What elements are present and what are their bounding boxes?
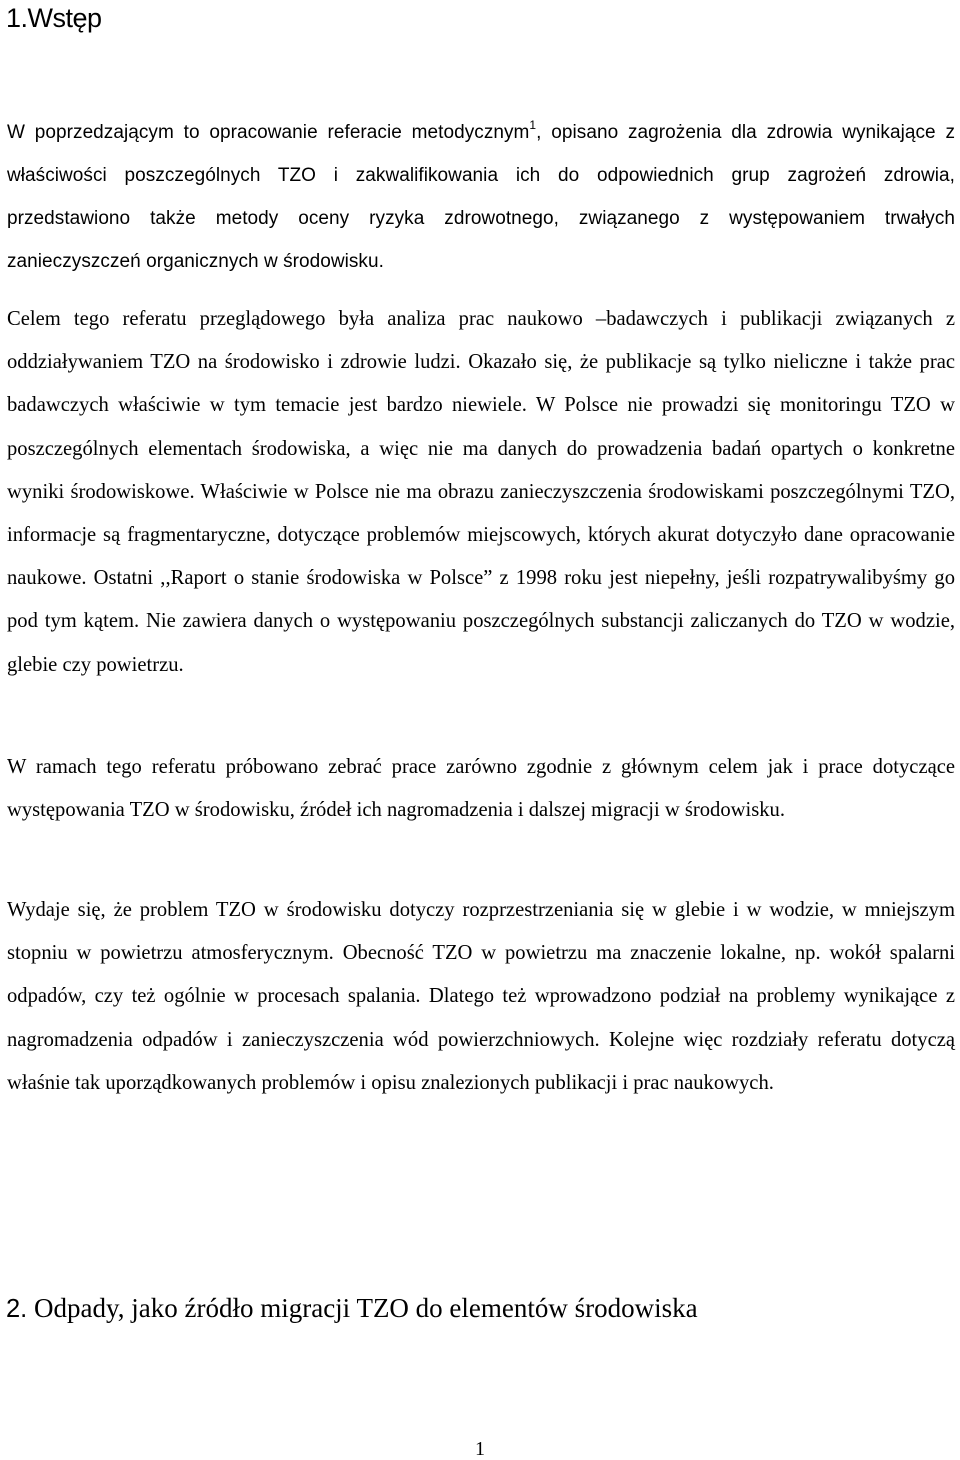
page-number: 1: [475, 1438, 485, 1460]
section-number: 2.: [6, 1295, 28, 1323]
section-heading-introduction: 1.Wstęp: [6, 3, 102, 33]
paragraph-intro-text-end: , opisano zagrożenia dla zdrowia wynikające z właściwości poszczególnych TZO i zakwalifikowania ich do odpowiednich grup zagrożeń zdrowia, przedstawiono także metody oceny ryzyka zdrowotnego, związanego z występowaniem trwałych zanieczyszczeń organicznych w środowisku.: [7, 122, 955, 272]
section-title: Odpady, jako źródło migracji TZO do elementów środowiska: [27, 1293, 698, 1323]
paragraph-intro-text-start: W poprzedzającym to opracowanie referacie metodycznym: [7, 122, 530, 143]
paragraph-intro: [7, 111, 955, 283]
section-heading-waste: [6, 1291, 698, 1326]
footnote-reference[interactable]: 1: [529, 118, 537, 132]
paragraph-aim: Celem tego referatu przeglądowego była analiza prac naukowo –badawczych i publikacji związanych z oddziaływaniem TZO na środowisko i zdrowie ludzi. Okazało się, że publikacje są tylko nieliczne i także prac badawczych właściwie w tym temacie jest bardzo niewiele. W Polsce nie prowadzi się monitoringu TZO w poszczególnych elementach środowiska, a więc nie ma danych do prowadzenia badań opartych o konkretne wyniki środowiskowe. Właściwie w Polsce nie ma obrazu zanieczyszczenia środowiskami poszczególnymi TZO, informacje są fragmentaryczne, dotyczące problemów miejscowych, których akurat dotyczyło dane opracowanie naukowe. Ostatni ,,Raport o stanie środowiska w Polsce” z 1998 roku jest niepełny, jeśli rozpatrywalibyśmy go pod tym kątem. Nie zawiera danych o występowaniu poszczególnych substancji zaliczanych do TZO w wodzie, glebie czy powietrzu.: [7, 308, 955, 676]
paragraph-problem: Wydaje się, że problem TZO w środowisku dotyczy rozprzestrzeniania się w glebie i w wodzie, w mniejszym stopniu w powietrzu atmosferycznym. Obecność TZO w powietrzu ma znaczenie lokalne, np. wokół spalarni odpadów, czy też ogólnie w procesach spalania. Dlatego też wprowadzono podział na problemy wynikające z nagromadzenia odpadów i zanieczyszczenia wód powierzchniowych. Kolejne więc rozdziały referatu dotyczą właśnie tak uporządkowanych problemów i opisu znalezionych publikacji i prac naukowych.: [7, 899, 955, 1094]
paragraph-scope: W ramach tego referatu próbowano zebrać prace zarówno zgodnie z głównym celem jak i prace dotyczące występowania TZO w środowisku, źródeł ich nagromadzenia i dalszej migracji w środowisku.: [7, 756, 955, 822]
